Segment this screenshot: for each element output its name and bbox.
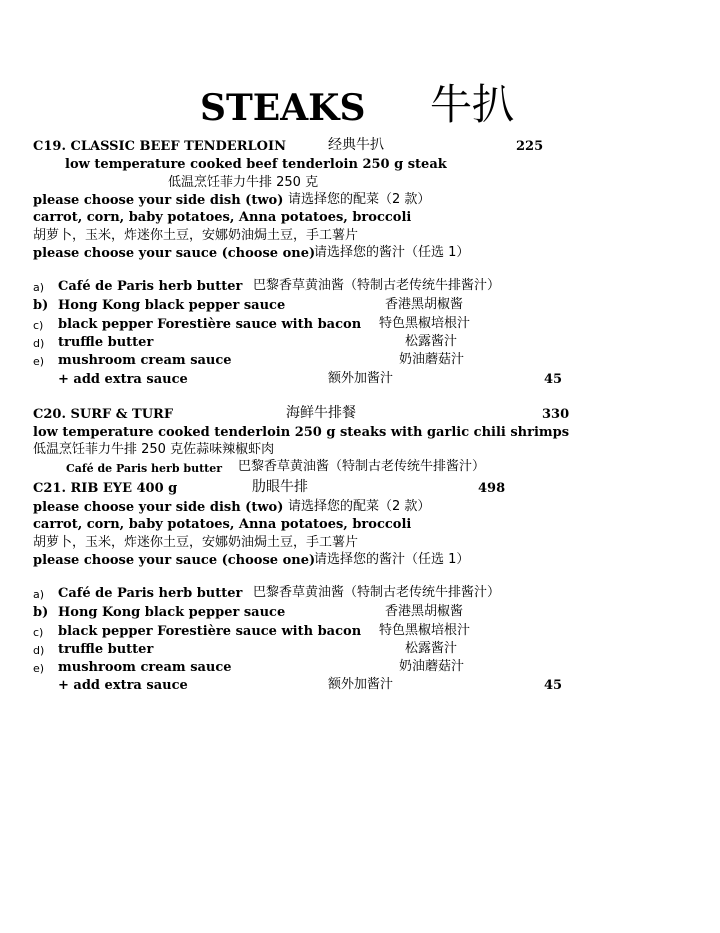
sauce-en: truffle butter: [58, 642, 154, 657]
c19-side-prompt-cn: 请选择您的配菜（2 款）: [288, 192, 431, 207]
c21-sides: carrot, corn, baby potatoes, Anna potatoes, broccoli: [33, 517, 412, 532]
sauce-en: Hong Kong black pepper sauce: [58, 605, 286, 620]
c21-name: C21. RIB EYE 400 g: [33, 481, 178, 496]
extra-sauce-price: 45: [544, 372, 563, 387]
sauce-en: mushroom cream sauce: [58, 353, 232, 368]
sauce-cn: 香港黑胡椒酱: [385, 297, 464, 312]
c19-sauce-prompt: please choose your sauce (choose one): [33, 246, 316, 261]
c21-name-cn: 肋眼牛排: [252, 479, 308, 495]
sauce-en: mushroom cream sauce: [58, 660, 232, 675]
extra-sauce-cn: 额外加酱汁: [328, 677, 394, 692]
sauce-cn: 松露酱汁: [405, 334, 458, 349]
sauce-letter: a): [33, 588, 45, 601]
extra-sauce: + add extra sauce: [58, 678, 188, 693]
sauce-cn: 特色黑椒培根汁: [379, 623, 471, 638]
sauce-cn: 松露酱汁: [405, 641, 458, 656]
sauce-letter: b): [33, 605, 49, 620]
c20-name-cn: 海鲜牛排餐: [286, 405, 356, 421]
c20-sauce: Café de Paris herb butter: [66, 462, 223, 475]
extra-sauce-cn: 额外加酱汁: [328, 371, 394, 386]
sauce-letter: c): [33, 319, 44, 332]
c21-sauce-prompt-cn: 请选择您的酱汁（任选 1）: [314, 552, 470, 567]
sauce-letter: e): [33, 355, 45, 368]
sauce-letter: a): [33, 281, 45, 294]
sauce-en: black pepper Forestière sauce with bacon: [58, 624, 362, 639]
c21-sides-cn: 胡萝卜，玉米，炸迷你土豆，安娜奶油焗土豆，手工薯片: [33, 535, 359, 550]
page-title: STEAKS: [200, 87, 366, 129]
page-title-cn: 牛扒: [430, 80, 515, 129]
c19-desc-cn: 低温烹饪菲力牛排 250 克: [168, 175, 319, 190]
sauce-letter: b): [33, 298, 49, 313]
c19-desc: low temperature cooked beef tenderloin 250 g steak: [65, 157, 447, 172]
c19-name-cn: 经典牛扒: [328, 137, 384, 153]
c21-price: 498: [478, 481, 506, 496]
c19-sides: carrot, corn, baby potatoes, Anna potatoes, broccoli: [33, 210, 412, 225]
sauce-cn: 巴黎香草黄油酱（特制古老传统牛排酱汁）: [253, 585, 501, 600]
sauce-cn: 奶油蘑菇汁: [399, 352, 465, 367]
sauce-en: Hong Kong black pepper sauce: [58, 298, 286, 313]
sauce-cn: 奶油蘑菇汁: [399, 659, 465, 674]
c19-name: C19. CLASSIC BEEF TENDERLOIN: [33, 139, 286, 154]
c21-sauce-prompt: please choose your sauce (choose one): [33, 553, 316, 568]
c20-desc: low temperature cooked tenderloin 250 g steaks with garlic chili shrimps: [33, 425, 570, 440]
c20-desc-cn: 低温烹饪菲力牛排 250 克佐蒜味辣椒虾肉: [33, 442, 275, 457]
c19-sides-cn: 胡萝卜，玉米，炸迷你土豆，安娜奶油焗土豆，手工薯片: [33, 228, 359, 243]
c21-side-prompt: please choose your side dish (two): [33, 500, 284, 515]
sauce-en: truffle butter: [58, 335, 154, 350]
sauce-letter: e): [33, 662, 45, 675]
sauce-cn: 特色黑椒培根汁: [379, 316, 471, 331]
sauce-cn: 香港黑胡椒酱: [385, 604, 464, 619]
c20-sauce-cn: 巴黎香草黄油酱（特制古老传统牛排酱汁）: [238, 459, 486, 474]
c19-price: 225: [516, 139, 544, 154]
sauce-en: black pepper Forestière sauce with bacon: [58, 317, 362, 332]
sauce-letter: d): [33, 644, 45, 657]
sauce-en: Café de Paris herb butter: [58, 279, 243, 294]
sauce-letter: d): [33, 337, 45, 350]
extra-sauce-price: 45: [544, 678, 563, 693]
c20-price: 330: [542, 407, 570, 422]
extra-sauce: + add extra sauce: [58, 372, 188, 387]
c19-sauce-prompt-cn: 请选择您的酱汁（任选 1）: [314, 245, 470, 260]
sauce-letter: c): [33, 626, 44, 639]
sauce-en: Café de Paris herb butter: [58, 586, 243, 601]
c21-side-prompt-cn: 请选择您的配菜（2 款）: [288, 499, 431, 514]
c20-name: C20. SURF & TURF: [33, 407, 174, 422]
c19-side-prompt: please choose your side dish (two): [33, 193, 284, 208]
sauce-cn: 巴黎香草黄油酱（特制古老传统牛排酱汁）: [253, 278, 501, 293]
